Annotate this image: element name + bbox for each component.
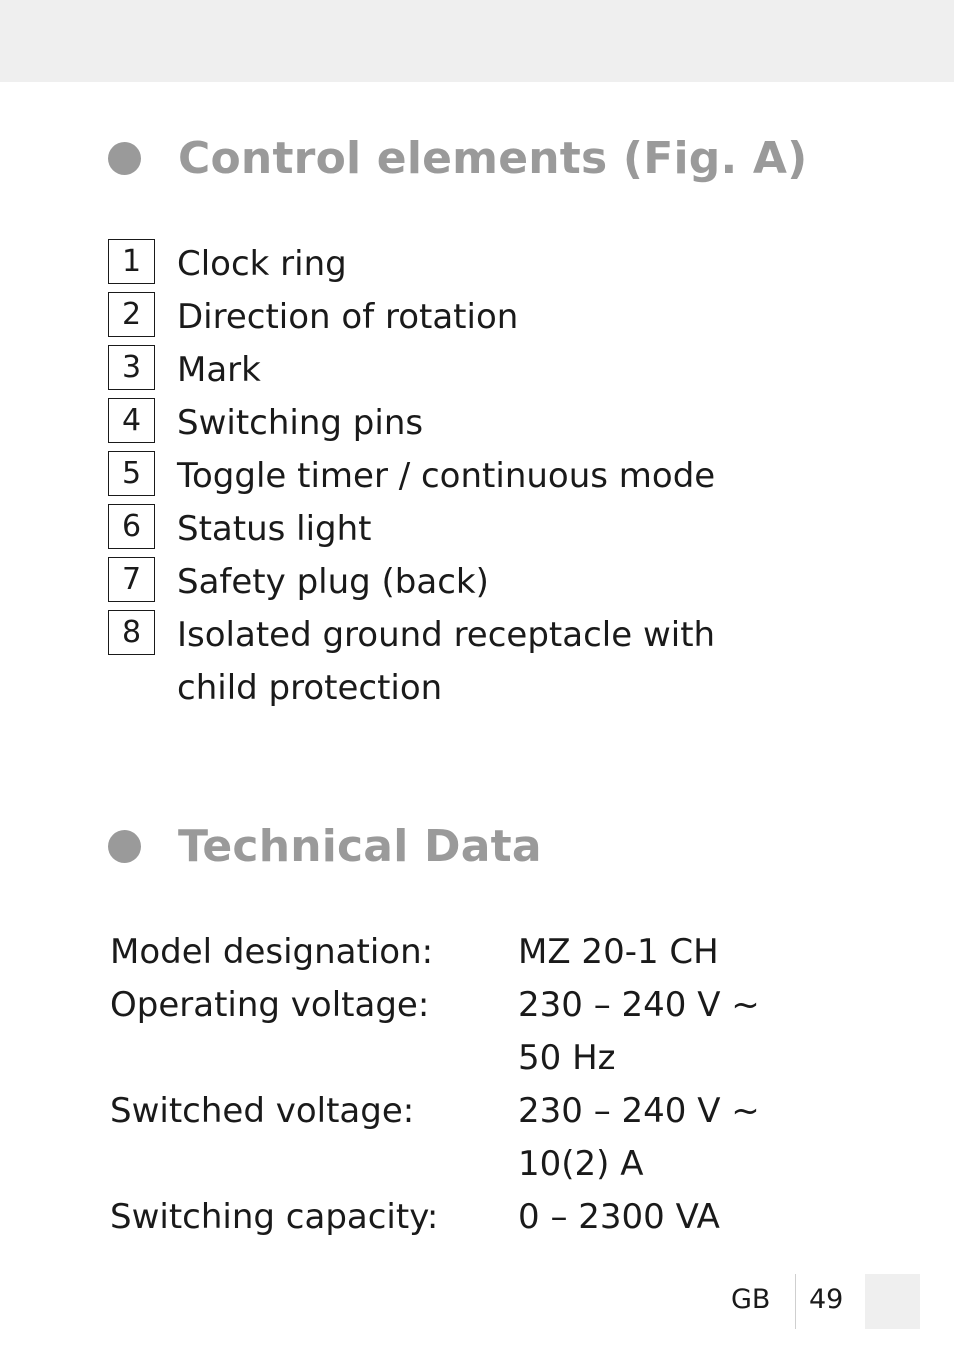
heading-text: Technical Data <box>178 821 542 872</box>
spec-values <box>518 1191 720 1244</box>
list-item <box>108 397 828 450</box>
control-elements-heading <box>108 133 807 184</box>
spec-label: Operating voltage: <box>110 985 430 1025</box>
spec-label: Model designation: <box>110 932 434 972</box>
list-item <box>108 450 828 503</box>
page-tab-marker <box>865 1274 920 1329</box>
table-row <box>110 1191 760 1244</box>
spec-values <box>518 1085 760 1191</box>
spec-value: 0 – 2300 VA <box>518 1197 720 1237</box>
item-label: Safety plug (back) <box>177 561 489 602</box>
list-item <box>108 609 828 715</box>
list-item <box>108 503 828 556</box>
footer-divider <box>795 1274 796 1329</box>
spec-label: Switched voltage: <box>110 1091 415 1131</box>
spec-value: 230 – 240 V ~ <box>518 1091 760 1131</box>
item-label: Clock ring <box>177 243 347 284</box>
item-number-box: 5 <box>108 451 155 496</box>
spec-value: 230 – 240 V ~ <box>518 985 760 1025</box>
list-item <box>108 344 828 397</box>
spec-label: Switching capacity: <box>110 1197 439 1237</box>
item-number-box: 4 <box>108 398 155 443</box>
item-number-box: 2 <box>108 292 155 337</box>
item-number-box: 3 <box>108 345 155 390</box>
page-number: 49 <box>809 1284 844 1315</box>
technical-data-table <box>110 926 760 1244</box>
item-label: Direction of rotation <box>177 296 519 337</box>
technical-data-heading <box>108 821 542 872</box>
language-code: GB <box>731 1284 771 1315</box>
spec-value: 10(2) A <box>518 1144 644 1184</box>
table-row <box>110 926 760 979</box>
item-number-box: 1 <box>108 239 155 284</box>
control-elements-list <box>108 238 828 715</box>
list-item <box>108 238 828 291</box>
item-number-box: 7 <box>108 557 155 602</box>
item-label: Isolated ground receptacle with child protection <box>177 614 716 708</box>
header-band <box>0 0 954 82</box>
table-row <box>110 979 760 1085</box>
item-label: Mark <box>177 349 261 390</box>
item-number-box: 6 <box>108 504 155 549</box>
bullet-icon <box>108 830 141 863</box>
heading-text: Control elements (Fig. A) <box>178 133 808 184</box>
table-row <box>110 1085 760 1191</box>
bullet-icon <box>108 142 141 175</box>
spec-values <box>518 926 719 979</box>
item-label: Switching pins <box>177 402 424 443</box>
spec-values <box>518 979 760 1085</box>
item-label: Toggle timer / continuous mode <box>177 455 716 496</box>
list-item <box>108 556 828 609</box>
spec-value: 50 Hz <box>518 1038 616 1078</box>
list-item <box>108 291 828 344</box>
spec-value: MZ 20-1 CH <box>518 932 719 972</box>
item-label: Status light <box>177 508 372 549</box>
item-number-box: 8 <box>108 610 155 655</box>
page-footer <box>0 1274 954 1329</box>
